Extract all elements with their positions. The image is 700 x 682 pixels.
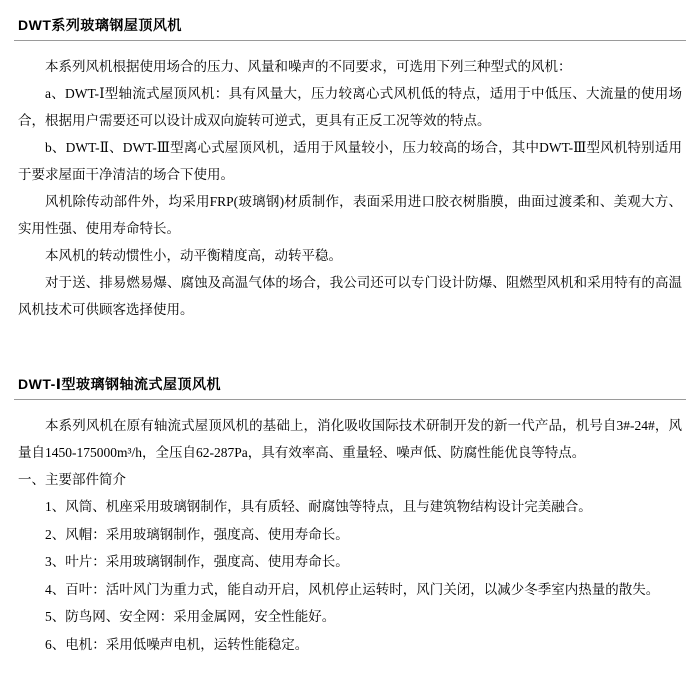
spacer — [14, 41, 686, 43]
paragraph: 本系列风机在原有轴流式屋顶风机的基础上，消化吸收国际技术研制开发的新一代产品，机号自3#-24#，风量自1450-175000m³/h，全压自62-287Pa，具有效率高、重量轻、噪声低、防腐性能优良等特点。 — [18, 418, 682, 460]
list-item: 4、百叶：活叶风门为重力式，能自动开启，风机停止运转时，风门关闭，以减少冬季室内热量的散失。 — [45, 581, 660, 597]
list-item: 2、风帽：采用玻璃钢制作，强度高、使用寿命长。 — [45, 526, 349, 542]
list-item: 3、叶片：采用玻璃钢制作，强度高、使用寿命长。 — [45, 554, 349, 569]
list-item: 5、防鸟网、安全网：采用金属网，安全性能好。 — [45, 609, 336, 624]
list-item: 1、风筒、机座采用玻璃钢制作，具有质轻、耐腐蚀等特点，且与建筑物结构设计完美融合。 — [45, 499, 592, 514]
list-item: 6、电机：采用低噪声电机，运转性能稳定。 — [45, 636, 309, 652]
paragraph: b、DWT-Ⅱ、DWT-Ⅲ型离心式屋顶风机，适用于风量较小，压力较高的场合，其中DWT-Ⅲ型风机特别适用于要求屋面干净清洁的场合下使用。 — [18, 140, 682, 182]
section-title-dwt-1: DWT-Ⅰ型玻璃钢轴流式屋顶风机 — [14, 368, 686, 400]
paragraph: 本风机的转动惯性小，动平衡精度高，动转平稳。 — [45, 248, 342, 263]
spacer — [14, 323, 686, 359]
section-title-dwt-series: DWT系列玻璃钢屋顶风机 — [14, 9, 686, 41]
paragraph: 对于送、排易燃易爆、腐蚀及高温气体的场合，我公司还可以专门设计防爆、阻燃型风机和采用特有的高温风机技术可供顾客选择使用。 — [18, 275, 682, 317]
component-list — [14, 493, 686, 658]
subheading-main-components: 一、主要部件简介 — [18, 472, 126, 487]
document-page — [0, 9, 700, 682]
paragraph: a、DWT-Ⅰ型轴流式屋顶风机：具有风量大，压力较离心式风机低的特点，适用于中低压、大流量的使用场合，根据用户需要还可以设计成双向旋转可逆式，更具有正反工况等效的特点。 — [18, 86, 682, 128]
paragraph: 本系列风机根据使用场合的压力、风量和噪声的不同要求，可选用下列三种型式的风机： — [45, 59, 572, 74]
spacer — [14, 400, 686, 402]
paragraph: 风机除传动部件外，均采用FRP(玻璃钢)材质制作，表面采用进口胶衣树脂膜，曲面过渡柔和、美观大方、实用性强、使用寿命特长。 — [18, 194, 682, 236]
